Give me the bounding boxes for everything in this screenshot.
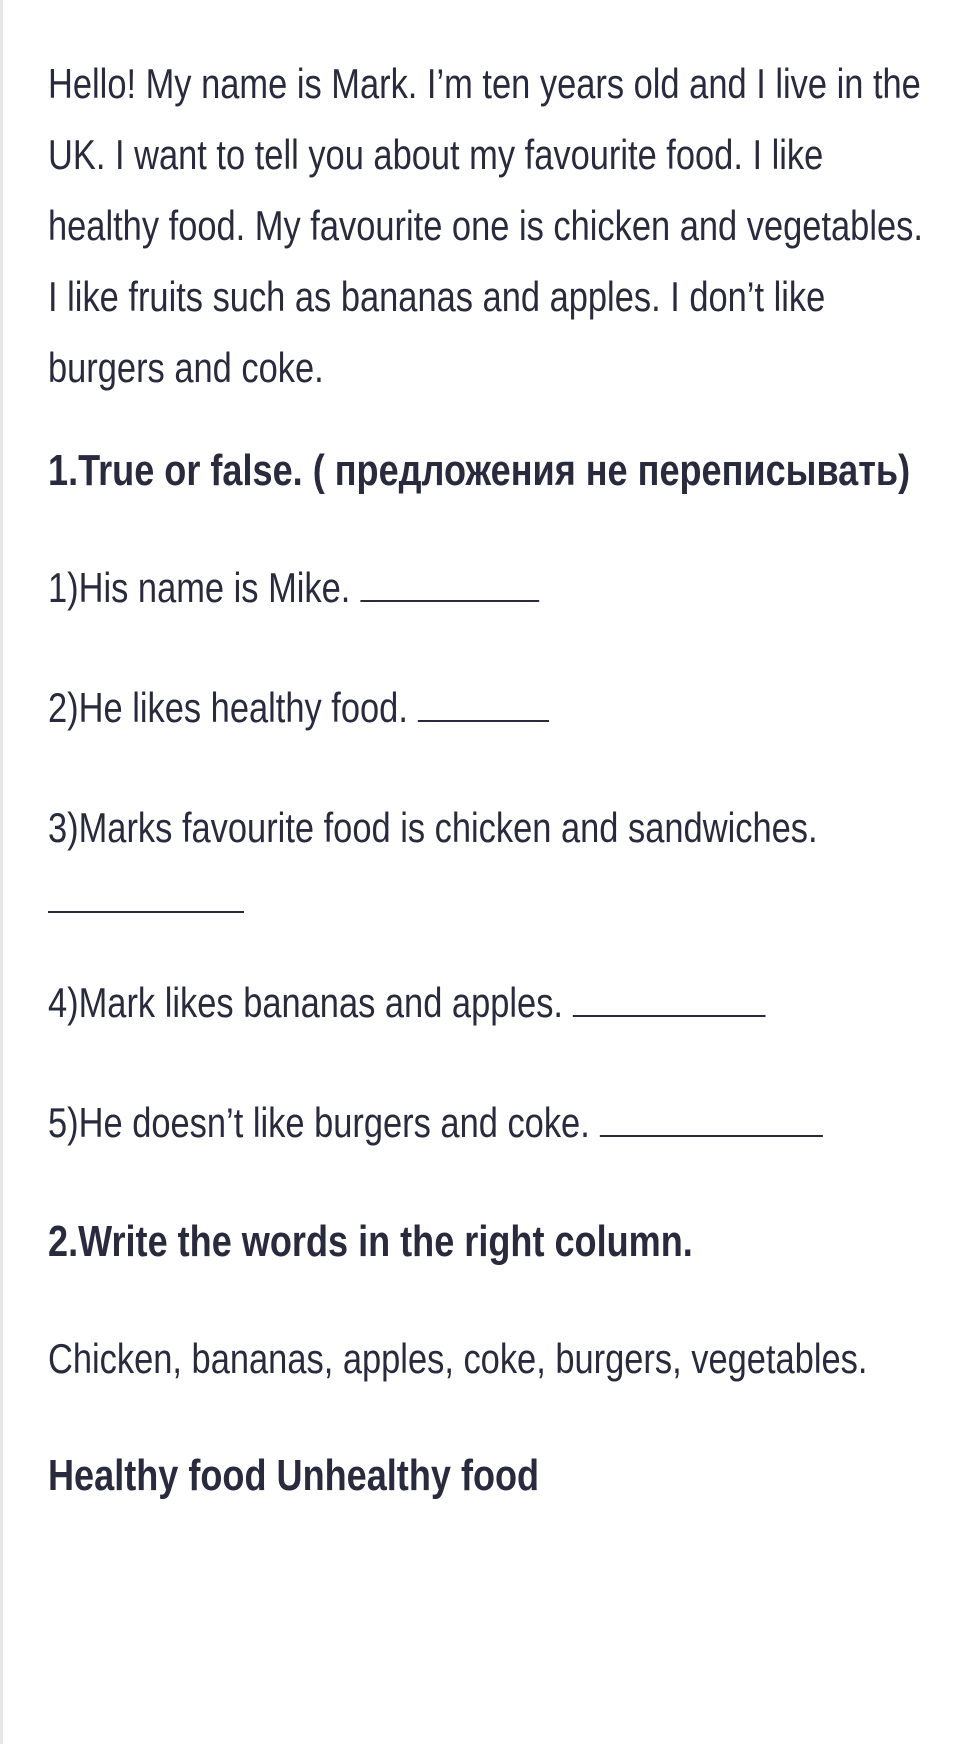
question-4-text: 4)Mark likes bananas and apples.	[48, 979, 563, 1026]
answer-blank-2[interactable]	[418, 682, 549, 722]
question-4	[48, 967, 938, 1038]
question-1	[48, 552, 938, 623]
task2-heading: 2.Write the words in the right column.	[48, 1217, 693, 1266]
answer-blank-5[interactable]	[600, 1097, 823, 1137]
question-2-text: 2)He likes healthy food.	[48, 684, 408, 731]
intro-text: Hello! My name is Mark. I’m ten years old and I live in the UK. I want to tell you about my favourite food. I like healthy food. My favourite one is chicken and vegetables. I like fruits such as bananas and apples. I don’t like burgers and coke.	[48, 60, 923, 391]
answer-blank-3[interactable]	[48, 873, 244, 913]
answer-blank-1[interactable]	[360, 562, 539, 602]
question-3	[48, 792, 938, 863]
question-2	[48, 672, 938, 743]
answer-blank-4[interactable]	[573, 977, 766, 1017]
question-1-text: 1)His name is Mike.	[48, 564, 351, 611]
question-3-blank-row	[48, 873, 938, 925]
task1-heading: 1.True or false. ( предложения не переписывать)	[48, 446, 911, 495]
column-headings: Healthy food Unhealthy food	[48, 1451, 540, 1500]
left-border	[0, 0, 3, 1744]
question-5	[48, 1087, 938, 1158]
question-5-text: 5)He doesn’t like burgers and coke.	[48, 1099, 590, 1146]
worksheet	[48, 48, 938, 1511]
question-3-text: 3)Marks favourite food is chicken and sandwiches.	[48, 804, 818, 851]
task2-words: Chicken, bananas, apples, coke, burgers, vegetables.	[48, 1335, 868, 1382]
